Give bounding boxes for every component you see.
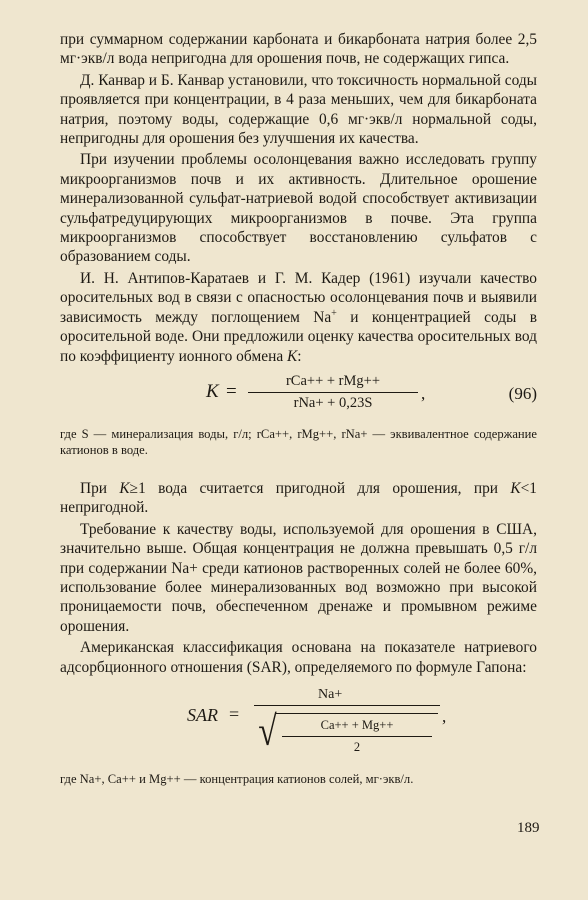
paragraph-5-middle: ≥1 вода считается пригодной для орошения, при bbox=[129, 479, 511, 497]
formula-96-denominator: rNa+ + 0,23S bbox=[293, 395, 373, 412]
formula-sar-note: где Na+, Ca++ и Mg++ — концентрация катионов солей, мг·экв/л. bbox=[60, 771, 414, 786]
formula-sar-comma: , bbox=[442, 706, 447, 726]
formula-sar-inner-numerator: Ca++ + Mg++ bbox=[282, 716, 432, 737]
formula-96-comma: , bbox=[421, 383, 426, 403]
paragraph-7: Американская классификация основана на показателе натриевого адсорбционного отношения (SAR), определяемого по формуле Гапона: bbox=[60, 639, 537, 676]
formula-sar-fraction-bar bbox=[254, 705, 440, 706]
paragraph-5 bbox=[60, 479, 537, 518]
paragraph-3: При изучении проблемы осолонцевания важно исследовать группу микроорганизмов почв и их активность. Длительное орошение минерализованной сульфат-натриевой водой способствует активизации сульфатредуцирующих микроорганизмов в почве. Эта группа микроорганизмов способствует восстановлению сульфатов с образованием соды. bbox=[60, 151, 537, 266]
formula-sar-inner-denominator: 2 bbox=[353, 740, 361, 755]
formula-sar-lhs: SAR bbox=[187, 704, 218, 725]
paragraph-1: при суммарном содержании карбоната и бикарбоната натрия более 2,5 мг·экв/л вода непригодна для орошения почв, не содержащих гипса. bbox=[60, 31, 537, 68]
formula-96-numerator: rCa++ + rMg++ bbox=[248, 372, 418, 393]
spacer bbox=[60, 460, 537, 479]
na-charge: + bbox=[331, 307, 337, 319]
paragraph-4-start: И. Н. Антипов-Каратаев и Г. М. Кадер (1961) изучали качество оросительных вод в связи с опасностью осолонцевания почв и выявили зависимость между поглощением Na bbox=[60, 269, 537, 326]
formula-sar-equals: = bbox=[229, 703, 240, 724]
k-symbol-2: K bbox=[510, 479, 521, 497]
formula-96-note: где S — минерализация воды, г/л; rCa++, rMg++, rNa+ — эквивалентное содержание катионов в воде. bbox=[60, 426, 537, 457]
formula-sar bbox=[60, 683, 537, 763]
paragraph-4 bbox=[60, 269, 537, 366]
formula-96-fraction bbox=[248, 372, 418, 414]
paragraph-4-end: : bbox=[297, 347, 302, 365]
k-symbol-1: K bbox=[119, 479, 130, 497]
paragraph-2: Д. Канвар и Б. Канвар установили, что токсичность нормальной соды проявляется при концентрации, в 4 раза меньших, чем для бикарбоната натрия, поэтому воды, содержащие 0,6 мг·экв/л нормальной соды, непригодны для орошения без улучшения их качества. bbox=[60, 71, 537, 148]
page-number: 189 bbox=[517, 820, 540, 836]
formula-96-number: (96) bbox=[508, 383, 537, 403]
square-root-icon: √ bbox=[258, 708, 277, 755]
k-symbol: K bbox=[287, 347, 298, 365]
formula-sar-radicand bbox=[282, 716, 432, 758]
formula-sar-numerator: Na+ bbox=[318, 686, 343, 702]
formula-96 bbox=[60, 370, 537, 420]
paragraph-6: Требование к качеству воды, используемой для орошения в США, значительно выше. Общая концентрация не должна превышать 0,5 г/л при содержании Na+ среди катионов растворенных солей не более 60%, использование более минерализованных вод возможно при высокой проницаемости почв, обеспеченном дренаже и промывном режиме орошения. bbox=[60, 520, 537, 635]
paragraph-5-start: При bbox=[80, 479, 120, 497]
formula-sar-radical-bar bbox=[276, 713, 438, 714]
paragraph-5-end: <1 непригодной. bbox=[60, 479, 537, 517]
page-body bbox=[60, 30, 537, 789]
formula-96-lhs: K bbox=[206, 380, 219, 402]
paragraph-4-middle: и концентрацией соды в оросительной воде. Они предложили оценку качества оросительных вод по коэффициенту ионного обмена bbox=[60, 308, 537, 365]
formula-96-equals: = bbox=[226, 380, 237, 402]
